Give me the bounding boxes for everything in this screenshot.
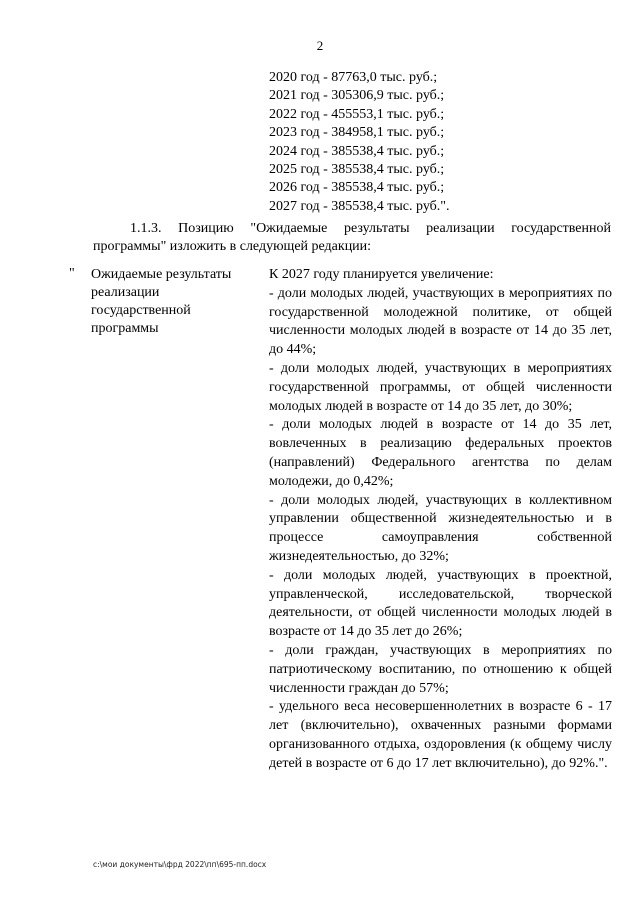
result-item: - удельного веса несовершеннолетних в возрасте 6 - 17 лет (включительно), охваченных разными формами организованного отдыха, оздоровления (к общему числу детей в возрасте от 6 до 17 лет включительно), до 92%.". — [269, 699, 612, 771]
funding-line: 2020 год - 87763,0 тыс. руб.; — [269, 70, 438, 85]
funding-line: 2025 год - 385538,4 тыс. руб.; — [269, 162, 445, 178]
file-path-footer: c:\мои документы\фрд 2022\пп\695-пп.docx — [93, 860, 267, 869]
results-intro: К 2027 году планируется увеличение: — [269, 267, 494, 282]
funding-line: 2021 год - 305306,9 тыс. руб.; — [269, 88, 445, 104]
funding-list — [269, 69, 449, 216]
amendment-paragraph: 1.1.3. Позицию "Ожидаемые результаты реализации государственной программы" изложить в следующей редакции: — [93, 221, 611, 254]
result-item: - доли молодых людей, участвующих в мероприятиях по государственной молодежной политике, от общей численности молодых людей в возрасте от 14 до 35 лет, до 44%; — [269, 285, 612, 358]
funding-line: 2027 год - 385538,4 тыс. руб.". — [269, 198, 450, 214]
opening-quote: " — [69, 266, 75, 281]
result-item: - доли молодых людей, участвующих в мероприятиях государственной программы, от общей численности молодых людей в возрасте от 14 до 35 лет, до 30%; — [269, 360, 612, 414]
position-label: Ожидаемые результаты реализации государственной программы — [91, 267, 232, 336]
result-item: - доли молодых людей, участвующих в проектной, управленческой, исследовательской, творческой деятельности, от общей численности молодых людей в возрасте от 14 до 35 лет до 26%; — [269, 567, 612, 640]
expected-results — [269, 266, 612, 774]
funding-line: 2026 год - 385538,4 тыс. руб.; — [269, 180, 445, 196]
result-item: - доли граждан, участвующих в мероприятиях по патриотическому воспитанию, по отношению к общей численности граждан до 57%; — [269, 642, 612, 696]
funding-line: 2022 год - 455553,1 тыс. руб.; — [269, 106, 445, 122]
result-item: - доли молодых людей в возрасте от 14 до 35 лет, вовлеченных в реализацию федеральных проектов (направлений) Федерального агентства по делам молодежи, до 0,42%; — [269, 417, 612, 489]
funding-line: 2024 год - 385538,4 тыс. руб.; — [269, 143, 445, 159]
result-item: - доли молодых людей, участвующих в коллективном управлении общественной жизнедеятельностью и в процессе самоуправления собственной жизнедеятельностью, до 32%; — [269, 492, 612, 564]
page-number: 2 — [316, 38, 324, 53]
funding-line: 2023 год - 384958,1 тыс. руб.; — [269, 125, 445, 141]
